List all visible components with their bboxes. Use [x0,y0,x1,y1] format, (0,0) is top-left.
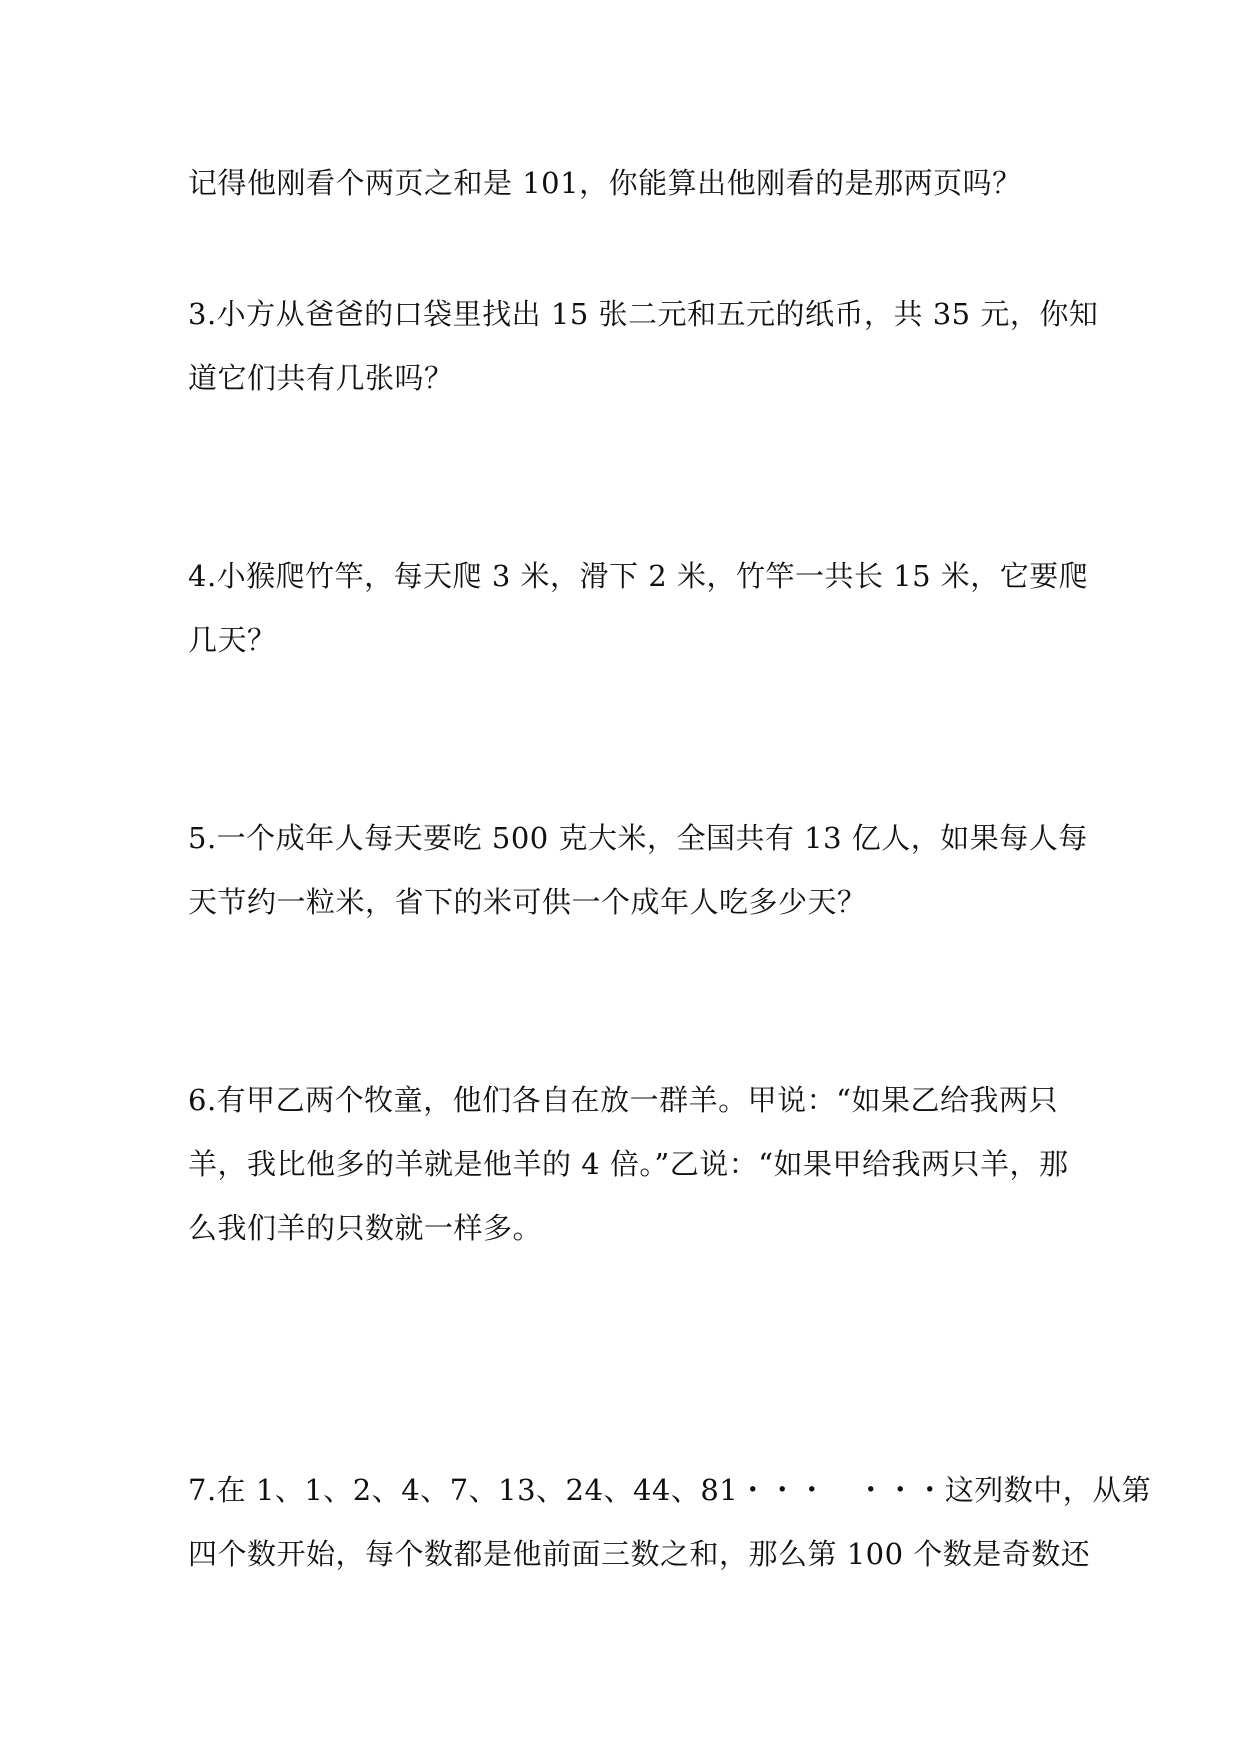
problem-6-line-2: 羊，我比他多的羊就是他羊的 4 倍。”乙说：“如果甲给我两只羊，那 [188,1147,1069,1181]
problem-7-line-2: 四个数开始，每个数都是他前面三数之和，那么第 100 个数是奇数还 [188,1537,1091,1571]
problem-5-line-2: 天节约一粒米，省下的米可供一个成年人吃多少天？ [188,885,867,919]
text-line: 记得他刚看个两页之和是 101，你能算出他刚看的是那两页吗？ [188,166,1022,200]
problem-7-line-1: 7.在 1、1、2、4、7、13、24、44、81・・・ ・・・这列数中，从第 [188,1473,1152,1507]
problem-6-line-1: 6.有甲乙两个牧童，他们各自在放一群羊。甲说：“如果乙给我两只 [188,1083,1058,1117]
problem-4-line-1: 4.小猴爬竹竿，每天爬 3 米，滑下 2 米，竹竿一共长 15 米，它要爬 [188,559,1089,593]
problem-5-line-1: 5.一个成年人每天要吃 500 克大米，全国共有 13 亿人，如果每人每 [188,821,1088,855]
problem-3-line-2: 道它们共有几张吗？ [188,361,454,395]
problem-6-line-3: 么我们羊的只数就一样多。 [188,1211,543,1245]
problem-3-line-1: 3.小方从爸爸的口袋里找出 15 张二元和五元的纸币，共 35 元，你知 [188,297,1099,331]
problem-4-line-2: 几天？ [188,623,277,657]
